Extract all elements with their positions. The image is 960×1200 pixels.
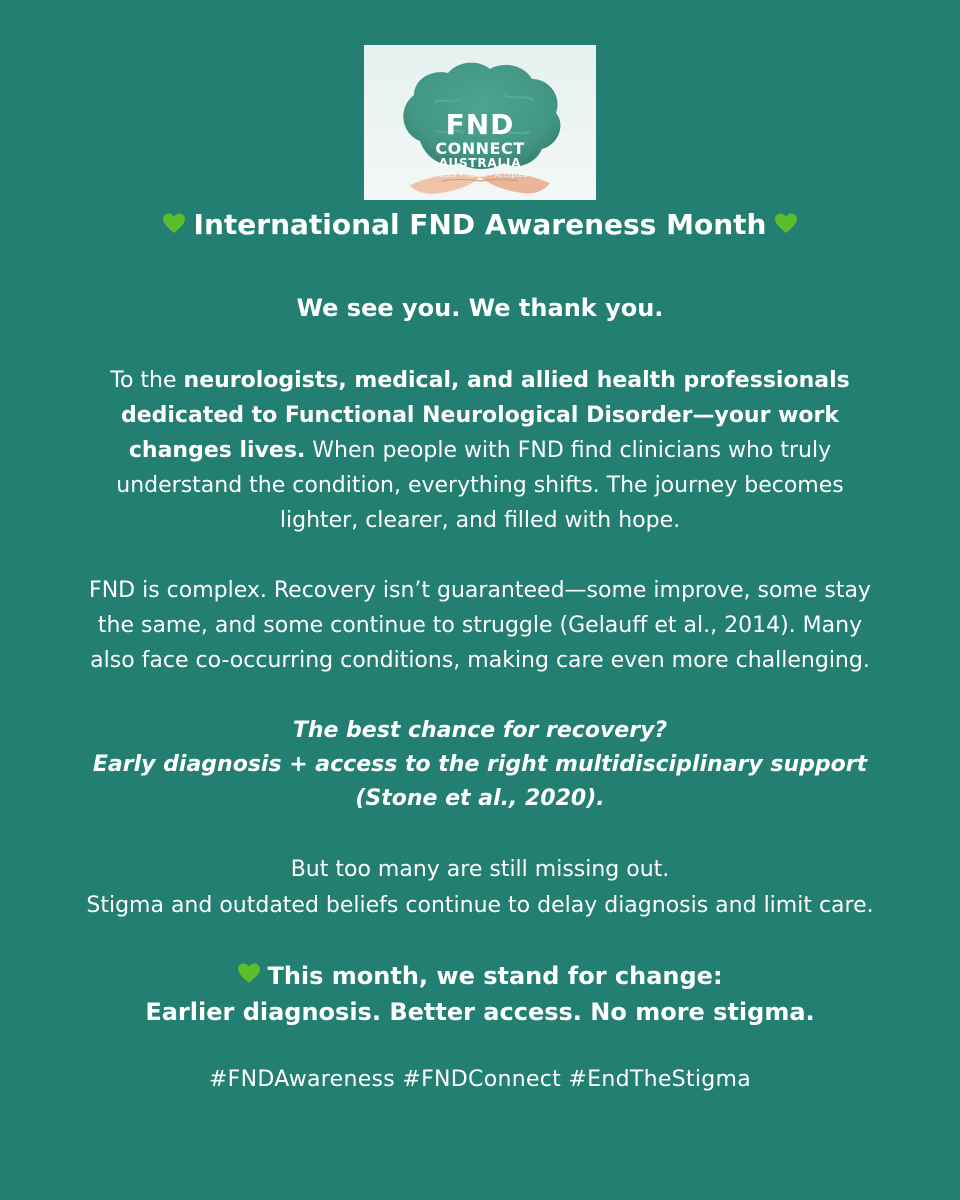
quote-line-2: Early diagnosis + access to the right multidisciplinary support (Stone et al., 2020).	[92, 752, 868, 811]
green-heart-icon	[774, 212, 798, 236]
paragraph-professionals	[85, 363, 875, 538]
paragraph-missing-out	[85, 852, 875, 924]
paragraph-complexity: FND is complex. Recovery isn’t guaranteed—some improve, some stay the same, and some continue to struggle (Gelauff et al., 2014). Many also face co-occurring conditions, making care even more challenging.	[89, 578, 871, 673]
paragraph-rest: When people with FND find clinicians who truly understand the condition, everything shifts. The journey becomes lighter, clearer, and filled with hope.	[116, 438, 844, 533]
closing-line-1-text: This month, we stand for change:	[267, 962, 723, 990]
hashtags: #FNDAwareness #FNDConnect #EndTheStigma	[208, 1067, 752, 1092]
closing-statement	[85, 958, 875, 1030]
recovery-quote	[85, 714, 875, 816]
closing-line-2: Earlier diagnosis. Better access. No more stigma.	[145, 998, 815, 1026]
quote-line-1: The best chance for recovery?	[292, 718, 668, 743]
logo-australia-text: AUSTRALIA	[438, 156, 522, 170]
green-heart-icon	[237, 962, 261, 986]
green-heart-icon	[162, 212, 186, 236]
closing-line-1	[85, 958, 875, 994]
logo-tagline: • Seen • Heard • Accepted	[432, 171, 528, 179]
logo-connect-text: CONNECT	[435, 139, 525, 158]
fnd-connect-logo	[364, 45, 596, 200]
missing-out-line-2: Stigma and outdated beliefs continue to delay diagnosis and limit care.	[86, 893, 874, 918]
headline	[85, 205, 875, 245]
logo-fnd-text: FND	[445, 108, 515, 141]
paragraph-lead: To the	[110, 368, 184, 393]
post-content	[85, 205, 875, 1098]
paragraph-emphasis: neurologists, medical, and allied health professionals dedicated to Functional Neurological Disorder—your work changes lives.	[120, 368, 850, 463]
subheading: We see you. We thank you.	[296, 294, 664, 322]
headline-text: International FND Awareness Month	[193, 208, 767, 241]
missing-out-line-1: But too many are still missing out.	[290, 857, 670, 882]
